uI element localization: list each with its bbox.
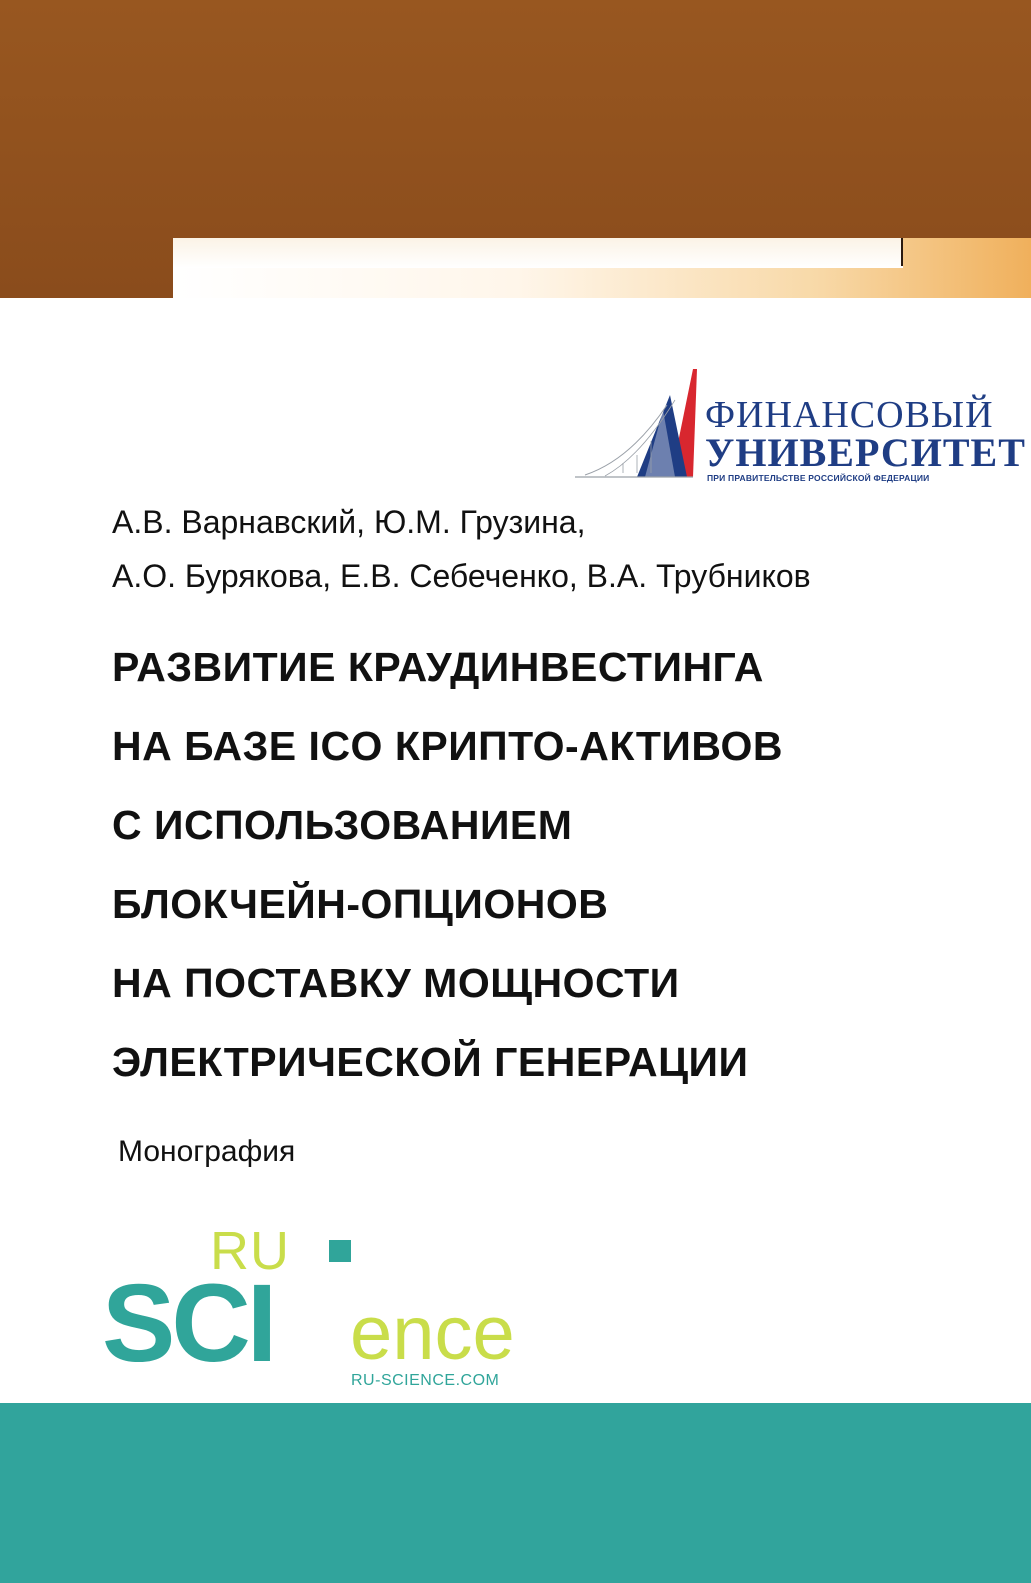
publisher-logo-sci: SCI — [102, 1262, 274, 1385]
title-line-4: БЛОКЧЕЙН-ОПЦИОНОВ — [112, 881, 609, 927]
title-line-6: ЭЛЕКТРИЧЕСКОЙ ГЕНЕРАЦИИ — [112, 1039, 749, 1085]
title-line-5: НА ПОСТАВКУ МОЩНОСТИ — [112, 960, 680, 1006]
gold-gradient-bar — [173, 238, 1031, 298]
title-line-2: НА БАЗЕ ICO КРИПТО-АКТИВОВ — [112, 723, 783, 769]
university-logo — [575, 365, 1026, 490]
book-title — [112, 628, 972, 1102]
publisher-logo-ru: RU — [210, 1221, 290, 1281]
genre-label: Монография — [118, 1135, 296, 1168]
gold-bar-notch — [901, 238, 903, 266]
university-subtitle: ПРИ ПРАВИТЕЛЬСТВЕ РОССИЙСКОЙ ФЕДЕРАЦИИ — [707, 473, 930, 483]
university-emblem-icon — [575, 365, 705, 490]
authors-line1: А.В. Варнавский, Ю.М. Грузина, — [112, 504, 586, 540]
university-name-line1: ФИНАНСОВЫЙ — [705, 394, 994, 436]
title-line-1: РАЗВИТИЕ КРАУДИНВЕСТИНГА — [112, 644, 764, 690]
publisher-logo-square-icon — [329, 1240, 351, 1262]
university-name-line2: УНИВЕРСИТЕТ — [705, 430, 1026, 475]
bottom-color-band — [0, 1403, 1031, 1583]
title-line-3: С ИСПОЛЬЗОВАНИЕМ — [112, 802, 573, 848]
publisher-logo — [102, 1220, 548, 1395]
publisher-logo-ence: ence — [350, 1291, 515, 1376]
publisher-url: RU-SCIENCE.COM — [351, 1372, 500, 1389]
authors — [112, 495, 811, 603]
authors-line2: А.О. Бурякова, Е.В. Себеченко, В.А. Трубников — [112, 558, 811, 594]
gold-bar-highlight — [173, 238, 903, 268]
